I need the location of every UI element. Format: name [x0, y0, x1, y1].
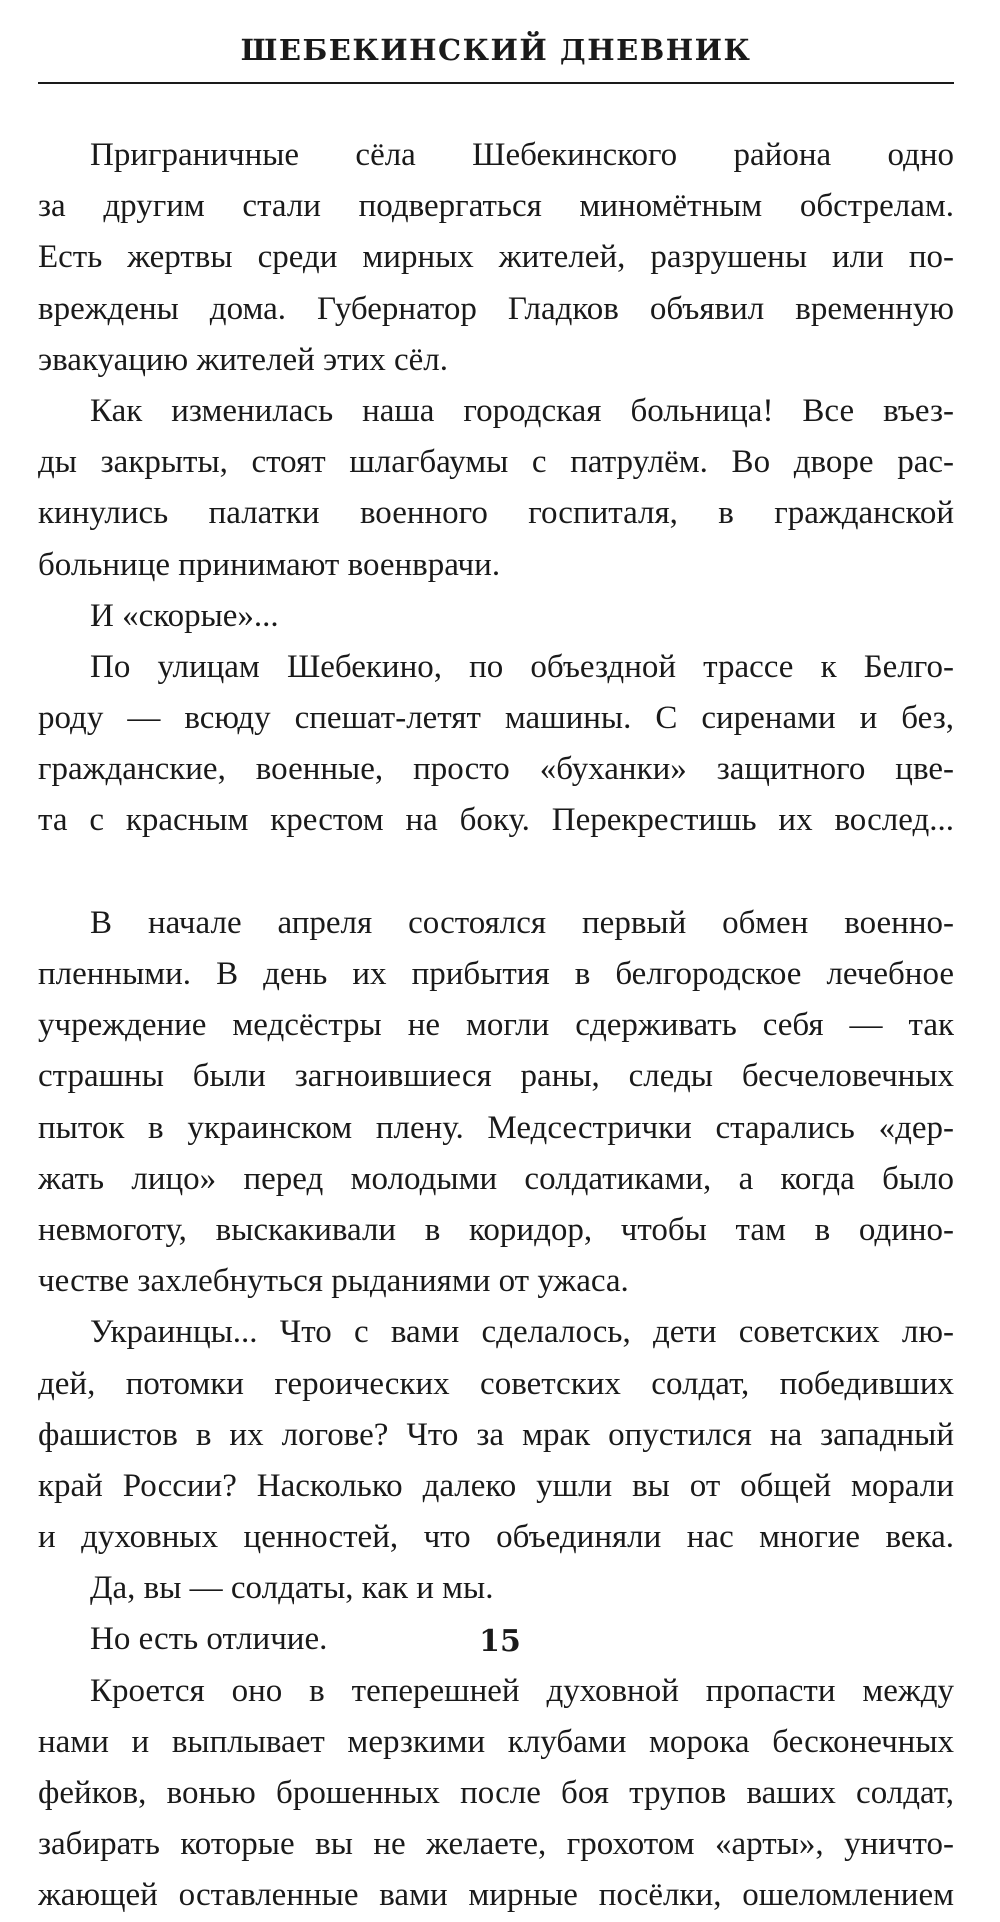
text-line: ды закрыты, стоят шлагбаумы с патрулём. Во дворе рас-	[38, 444, 954, 481]
text-line: эвакуацию жителей этих сёл.	[38, 341, 449, 378]
text-line: роду — всюду спешат-летят машины. С сиренами и без,	[38, 700, 954, 737]
text-line: жать лицо» перед молодыми солдатиками, а когда было	[38, 1160, 954, 1197]
text-line: фейков, вонью брошенных после боя трупов ваших солдат,	[38, 1775, 954, 1811]
text-line: Как изменилась наша городская больница! Все въез-	[90, 392, 954, 429]
text-line: жающей оставленные вами мирные посёлки, ошеломлением	[38, 1877, 954, 1914]
text-line: гражданские, военные, просто «буханки» защитного цве-	[38, 751, 954, 788]
section-break	[38, 847, 954, 898]
text-line: Есть жертвы среди мирных жителей, разрушены или по-	[38, 239, 954, 276]
text-line: вреждены дома. Губернатор Гладков объявил временную	[38, 290, 954, 327]
header-rule	[38, 82, 954, 84]
text-line: В начале апреля состоялся первый обмен военно-	[90, 904, 954, 941]
text-line: страшны были загноившиеся раны, следы бесчеловечных	[38, 1058, 954, 1095]
text-line: кинулись палатки военного госпиталя, в гражданской	[38, 495, 954, 532]
text-line: Приграничные сёла Шебекинского района одно	[90, 137, 954, 173]
text-line: фашистов в их логове? Что за мрак опустился на западный	[38, 1416, 954, 1453]
text-line: больнице принимают военврачи.	[38, 546, 501, 583]
text-line: По улицам Шебекино, по объездной трассе к Белго-	[90, 648, 954, 685]
text-line: Украинцы... Что с вами сделалось, дети советских лю-	[90, 1314, 954, 1351]
text-line: та с красным крестом на боку. Перекрестишь их вослед...	[38, 802, 954, 839]
text-line: Да, вы — солдаты, как и мы.	[90, 1570, 494, 1607]
page-number: 15	[479, 1624, 521, 1659]
text-line: пыток в украинском плену. Медсестрички старались «дер-	[38, 1109, 954, 1146]
text-line: учреждение медсёстры не могли сдерживать себя — так	[38, 1007, 954, 1044]
text-line: забирать которые вы не желаете, грохотом «арты», уничто-	[38, 1826, 954, 1863]
text-line: честве захлебнуться рыданиями от ужаса.	[38, 1263, 629, 1300]
text-line: и духовных ценностей, что объединяли нас многие века.	[38, 1519, 954, 1556]
text-line: Но есть отличие.	[90, 1621, 328, 1658]
text-line: дей, потомки героических советских солдат, победивших	[38, 1365, 954, 1402]
text-line: за другим стали подвергаться миномётным обстрелам.	[38, 188, 954, 225]
text-line: пленными. В день их прибытия в белгородское лечебное	[38, 956, 954, 992]
text-line: край России? Насколько далеко ушли вы от общей морали	[38, 1467, 954, 1504]
text-line: Кроется оно в теперешней духовной пропасти между	[90, 1672, 954, 1709]
text-line: невмоготу, выскакивали в коридор, чтобы там в одино-	[38, 1211, 954, 1248]
text-line: нами и выплывает мерзкими клубами морока бесконечных	[38, 1723, 954, 1760]
running-head: ШЕБЕКИНСКИЙ ДНЕВНИК	[240, 33, 752, 67]
text-line: И «скорые»...	[90, 597, 279, 634]
